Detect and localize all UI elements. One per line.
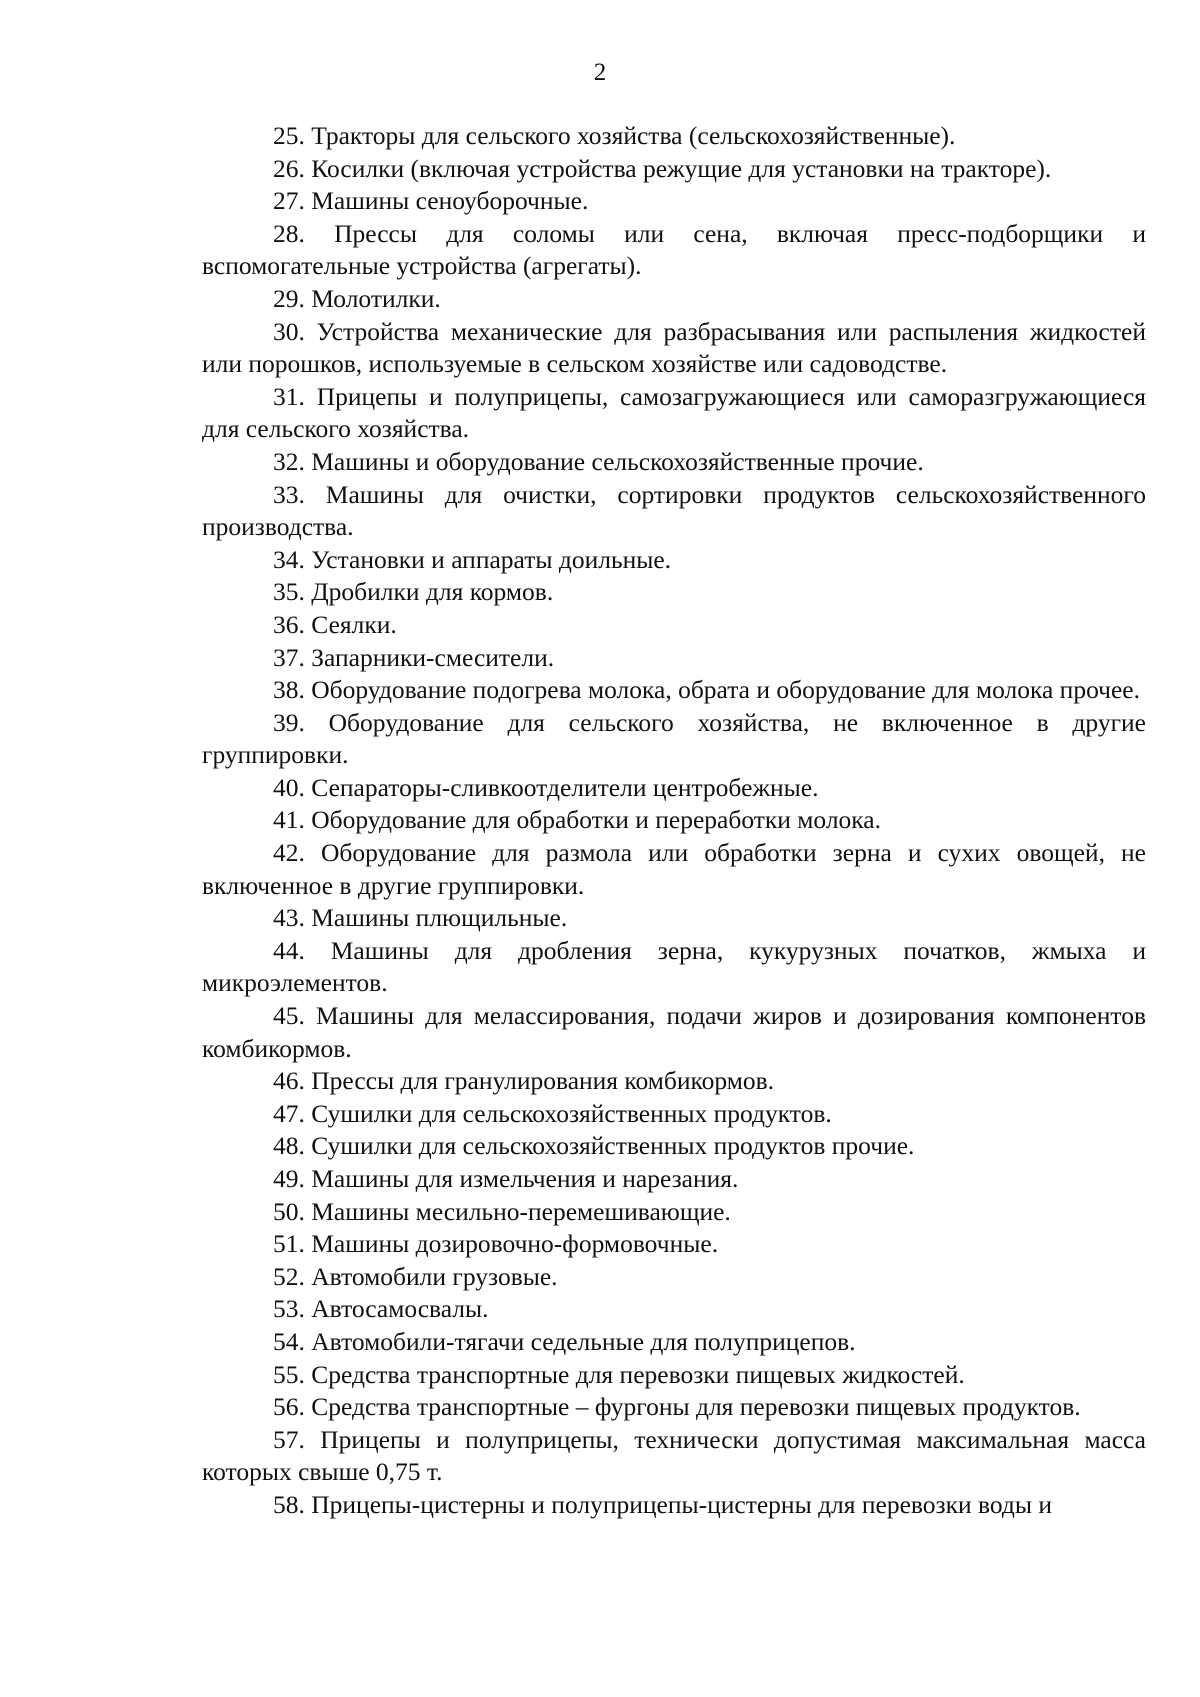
list-item: 50. Машины месильно-перемешивающие.: [273, 1196, 731, 1226]
list-item: 35. Дробилки для кормов.: [273, 577, 554, 607]
list-item: 43. Машины плющильные.: [273, 903, 568, 933]
list-item: 54. Автомобили-тягачи седельные для полуприцепов.: [273, 1326, 856, 1356]
list-item: 44. Машины для дробления зерна, кукурузных початков, жмыха и микроэлементов.: [202, 935, 1146, 998]
list-item: 56. Средства транспортные – фургоны для перевозки пищевых продуктов.: [273, 1392, 1081, 1422]
list-item: 53. Автосамосвалы.: [273, 1294, 489, 1324]
list-item: 28. Прессы для соломы или сена, включая пресс-подборщики и вспомогательные устройства (агрегаты).: [202, 218, 1146, 281]
list-item: 45. Машины для мелассирования, подачи жиров и дозирования компонентов комбикормов.: [202, 1001, 1146, 1063]
list-item: 52. Автомобили грузовые.: [273, 1261, 558, 1291]
list-item: 40. Сепараторы-сливкоотделители центробежные.: [273, 772, 819, 802]
list-item: 39. Оборудование для сельского хозяйства, не включенное в другие группировки.: [202, 707, 1146, 770]
list-item: 32. Машины и оборудование сельскохозяйственные прочие.: [273, 446, 924, 476]
list-item: 26. Косилки (включая устройства режущие для установки на тракторе).: [273, 153, 1052, 183]
page-number: 2: [593, 59, 607, 86]
list-item: 36. Сеялки.: [273, 609, 397, 639]
list-item: 25. Тракторы для сельского хозяйства (сельскохозяйственные).: [273, 121, 956, 150]
list-item: 27. Машины сеноуборочные.: [273, 186, 589, 216]
list-item: 47. Сушилки для сельскохозяйственных продуктов.: [273, 1098, 832, 1128]
list-item: 29. Молотилки.: [273, 283, 441, 313]
list-item: 41. Оборудование для обработки и переработки молока.: [273, 805, 882, 835]
list-item: 42. Оборудование для размола или обработки зерна и сухих овощей, не включенное в другие группировки.: [202, 838, 1146, 900]
list-item: 48. Сушилки для сельскохозяйственных продуктов прочие.: [273, 1131, 915, 1161]
list-item: 30. Устройства механические для разбрасывания или распыления жидкостей или порошков, используемые в сельском хозяйстве или садоводстве.: [202, 316, 1146, 379]
list-item: 49. Машины для измельчения и нарезания.: [273, 1164, 739, 1193]
list-item: 31. Прицепы и полуприцепы, самозагружающиеся или саморазгружающиеся для сельского хозяйства.: [202, 381, 1146, 444]
list-item: 46. Прессы для гранулирования комбикормов.: [273, 1066, 775, 1096]
list-item: 37. Запарники-смесители.: [273, 642, 555, 672]
list-item: 33. Машины для очистки, сортировки продуктов сельскохозяйственного производства.: [202, 479, 1146, 542]
list-item: 34. Установки и аппараты доильные.: [273, 544, 672, 574]
list-item: 51. Машины дозировочно-формовочные.: [273, 1229, 719, 1259]
list-item: 57. Прицепы и полуприцепы, технически допустимая максимальная масса которых свыше 0,75 т.: [202, 1424, 1146, 1487]
list-of-items: [202, 120, 1146, 1522]
list-item: 38. Оборудование подогрева молока, обрата и оборудование для молока прочее.: [273, 675, 1140, 705]
list-item: 55. Средства транспортные для перевозки пищевых жидкостей.: [273, 1359, 965, 1389]
list-item: 58. Прицепы-цистерны и полуприцепы-цистерны для перевозки воды и: [273, 1489, 1053, 1519]
